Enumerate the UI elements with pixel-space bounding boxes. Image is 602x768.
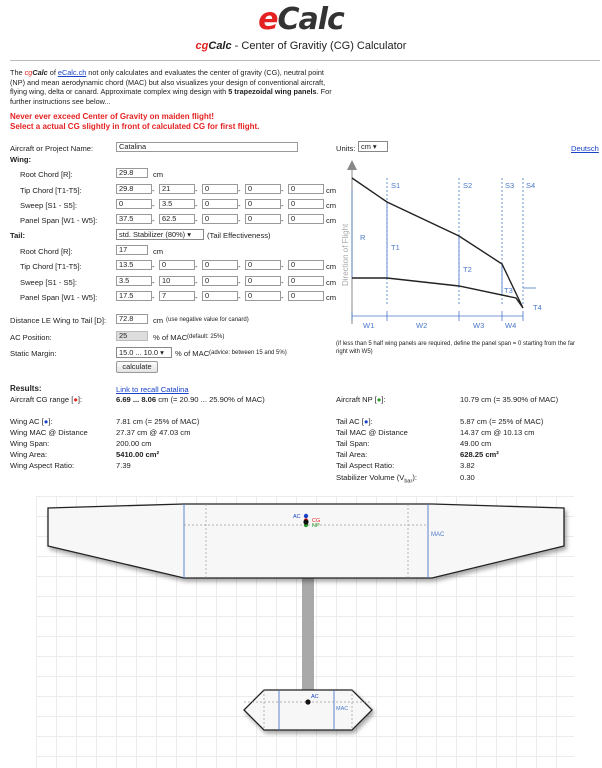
wing-tip-chord-input-2[interactable]: 21 xyxy=(159,184,195,194)
wing-sweep-label: Sweep [S1 - S5]: xyxy=(20,201,77,210)
wing-root-chord-label: Root Chord [R]: xyxy=(20,170,73,179)
ecalc-logo: eCalc xyxy=(258,2,344,37)
units-label: Units: xyxy=(336,144,356,153)
tail-mac-label: Tail MAC @ Distance xyxy=(336,428,408,437)
tail-sweep-input-5[interactable]: 0 xyxy=(288,276,324,286)
wing-tip-chord-unit: cm xyxy=(326,186,337,195)
tail-tip-chord-input-1[interactable]: 13.5 xyxy=(116,260,152,270)
tail-sweep-label: Sweep [S1 - S5]: xyxy=(20,278,77,287)
flight-direction-text: Direction of Flight xyxy=(341,223,350,286)
wing-panel-span-input-4[interactable]: 0 xyxy=(245,214,281,224)
wing-panel-span-input-1[interactable]: 37.5 xyxy=(116,214,152,224)
svg-text:S1: S1 xyxy=(391,181,401,190)
deutsch-link[interactable]: Deutsch xyxy=(571,144,599,153)
tail-root-chord-label: Root Chord [R]: xyxy=(20,247,73,256)
tail-panel-span-input-3[interactable]: 0 xyxy=(202,291,238,301)
calculate-button[interactable]: calculate xyxy=(116,361,158,373)
wing-tip-chord-input-4[interactable]: 0 xyxy=(245,184,281,194)
tail-tip-chord-separator: - xyxy=(238,262,241,271)
np-value: 10.79 cm (= 35.90% of MAC) xyxy=(460,395,559,404)
wing-ac-label: Wing AC [●]: xyxy=(10,417,53,426)
tail-ac-text: AC xyxy=(311,694,319,700)
wing-tip-chord-input-5[interactable]: 0 xyxy=(288,184,324,194)
distance-unit: cm xyxy=(153,316,164,325)
tail-aspect-label: Tail Aspect Ratio: xyxy=(336,461,395,470)
ac-position-label: AC Position: xyxy=(10,333,52,342)
svg-text:S3: S3 xyxy=(505,181,515,190)
wing-outline xyxy=(352,178,523,308)
wing-geometry-diagram xyxy=(336,156,546,336)
tail-panel-span-label: Panel Span [W1 - W5]: xyxy=(20,293,98,302)
svg-text:S4: S4 xyxy=(526,181,536,190)
tail-aspect-value: 3.82 xyxy=(460,461,475,470)
tail-span-label: Tail Span: xyxy=(336,439,370,448)
wing-sweep-separator: - xyxy=(238,201,241,210)
static-margin-select[interactable]: 15.0 ... 10.0 ▾ xyxy=(116,347,172,358)
tail-tip-chord-separator: - xyxy=(281,262,284,271)
tail-mac-text: MAC xyxy=(336,706,349,712)
maiden-flight-warning: Never ever exceed Center of Gravity on maiden flight! Select a actual CG slightly in front of calculated CG for first flight. xyxy=(10,112,260,131)
header-divider xyxy=(10,60,600,61)
tail-type-select[interactable]: std. Stabilizer (80%) ▾ xyxy=(116,229,204,240)
tail-sweep-input-2[interactable]: 10 xyxy=(159,276,195,286)
stab-volume-label: Stabilizer Volume $(V_{bar})$: xyxy=(336,473,417,485)
panel-span-note: (if less than 5 half wing panels are required, define the panel span = 0 starting from the far right with W5) xyxy=(336,341,575,355)
recall-link[interactable]: Link to recall Catalina xyxy=(116,385,189,394)
distance-note: (use negative value for canard) xyxy=(166,317,249,323)
wing-area-value: 5410.00 cm² xyxy=(116,450,160,459)
cg-balance-dot xyxy=(303,519,308,524)
wing-tip-chord-input-3[interactable]: 0 xyxy=(202,184,238,194)
wing-ac-value: 7.81 cm (= 25% of MAC) xyxy=(116,417,200,426)
tail-effectiveness-note: (Tail Effectiveness) xyxy=(207,231,271,240)
wing-area-label: Wing Area: xyxy=(10,450,48,459)
project-name-input[interactable]: Catalina xyxy=(116,142,298,152)
tail-root-chord-input[interactable]: 17 xyxy=(116,245,148,255)
tail-panel-span-separator: - xyxy=(281,293,284,302)
cg-range-label: Aircraft CG range [●]: xyxy=(10,395,83,404)
svg-text:T4: T4 xyxy=(533,303,542,312)
wing-tip-chord-input-1[interactable]: 29.8 xyxy=(116,184,152,194)
wing-root-unit: cm xyxy=(153,170,164,179)
ac-position-input[interactable]: 25 xyxy=(116,331,148,341)
cg-range-value: 6.69 ... 8.06 cm (= 20.90 ... 25.90% of MAC) xyxy=(116,395,265,404)
tail-ac-value: 5.87 cm (= 25% of MAC) xyxy=(460,417,544,426)
tail-tip-chord-input-2[interactable]: 0 xyxy=(159,260,195,270)
tail-sweep-input-4[interactable]: 0 xyxy=(245,276,281,286)
wing-sweep-input-5[interactable]: 0 xyxy=(288,199,324,209)
tail-area-value: 628.25 cm² xyxy=(460,450,499,459)
tail-sweep-separator: - xyxy=(195,278,198,287)
wing-cg-text: CG xyxy=(312,518,321,524)
tail-tip-chord-input-5[interactable]: 0 xyxy=(288,260,324,270)
wing-sweep-input-3[interactable]: 0 xyxy=(202,199,238,209)
tail-ac-dot xyxy=(305,699,310,704)
wing-panel-span-input-2[interactable]: 62.5 xyxy=(159,214,195,224)
wing-sweep-input-1[interactable]: 0 xyxy=(116,199,152,209)
tail-sweep-separator: - xyxy=(152,278,155,287)
wing-panel-span-separator: - xyxy=(195,216,198,225)
wing-tip-chord-separator: - xyxy=(195,186,198,195)
tail-panel-span-input-5[interactable]: 0 xyxy=(288,291,324,301)
svg-text:T2: T2 xyxy=(463,265,472,274)
intro-text: The cgCalc of eCalc.ch not only calculates and evaluates the center of gravity (CG), neutral point (NP) and mean aerodynamic chord (MAC) but also visualizes your design of conventional aircraft, flying wing, delta or canard. Approximate complex wing design with 5 trapezoidal wing panels. For further instructions see below... xyxy=(10,68,332,106)
wing-ac-marker-icon: ● xyxy=(43,417,49,426)
tail-tip-chord-label: Tip Chord [T1-T5]: xyxy=(20,262,82,271)
stab-volume-value: 0.30 xyxy=(460,473,475,482)
svg-text:T3: T3 xyxy=(504,286,513,295)
svg-text:T1: T1 xyxy=(391,243,400,252)
svg-text:W3: W3 xyxy=(473,321,485,330)
tail-sweep-unit: cm xyxy=(326,278,337,287)
wing-root-chord-input[interactable]: 29.8 xyxy=(116,168,148,178)
wing-sweep-separator: - xyxy=(195,201,198,210)
tail-tip-chord-separator: - xyxy=(195,262,198,271)
tail-area-label: Tail Area: xyxy=(336,450,368,459)
wing-tip-chord-label: Tip Chord [T1-T5]: xyxy=(20,186,82,195)
tail-section-label: Tail: xyxy=(10,231,26,240)
tail-tip-chord-separator: - xyxy=(152,262,155,271)
tail-panel-span-input-2[interactable]: 7 xyxy=(159,291,195,301)
tail-sweep-input-3[interactable]: 0 xyxy=(202,276,238,286)
cg-marker-icon: ● xyxy=(73,395,78,404)
wing-panel-span-separator: - xyxy=(238,216,241,225)
results-header: Results: xyxy=(10,384,42,393)
np-marker-icon: ● xyxy=(376,395,382,404)
tail-panel-span-separator: - xyxy=(152,293,155,302)
wing-sweep-unit: cm xyxy=(326,201,337,210)
wing-aspect-label: Wing Aspect Ratio: xyxy=(10,461,75,470)
wing-panel-span-input-3[interactable]: 0 xyxy=(202,214,238,224)
tail-panel-span-input-1[interactable]: 17.5 xyxy=(116,291,152,301)
units-select[interactable]: cm ▾ xyxy=(358,141,388,152)
wing-np-text: NP xyxy=(312,523,320,529)
wing-panel-span-separator: - xyxy=(152,216,155,225)
flight-direction-arrow-icon xyxy=(347,160,357,170)
distance-input[interactable]: 72.8 xyxy=(116,314,148,324)
tail-tip-chord-input-4[interactable]: 0 xyxy=(245,260,281,270)
np-label: Aircraft NP [●]: xyxy=(336,395,386,404)
wing-span-label: Wing Span: xyxy=(10,439,50,448)
wing-sweep-separator: - xyxy=(281,201,284,210)
tail-ac-marker-icon: ● xyxy=(363,417,369,426)
distance-label: Distance LE Wing to Tail [D]: xyxy=(10,316,107,325)
chevron-down-icon: ▾ xyxy=(187,230,191,239)
chevron-down-icon: ▾ xyxy=(372,142,377,151)
page-title: cgCalc - Center of Gravitiy (CG) Calculator xyxy=(195,40,407,52)
wing-mac-label: MAC xyxy=(431,532,445,538)
ac-position-unit: % of MAC xyxy=(153,333,188,342)
tail-panel-span-separator: - xyxy=(238,293,241,302)
tail-panel-span-unit: cm xyxy=(326,293,337,302)
wing-panel-span-input-5[interactable]: 0 xyxy=(288,214,324,224)
wing-panel-span-unit: cm xyxy=(326,216,337,225)
wing-mac-label: Wing MAC @ Distance xyxy=(10,428,88,437)
wing-section-label: Wing: xyxy=(10,155,32,164)
planform-view xyxy=(36,496,574,768)
tail-tip-chord-input-3[interactable]: 0 xyxy=(202,260,238,270)
tail-span-value: 49.00 cm xyxy=(460,439,492,448)
wing-panel-span-separator: - xyxy=(281,216,284,225)
svg-text:S2: S2 xyxy=(463,181,473,190)
fuselage xyxy=(302,566,314,690)
wing-tip-chord-separator: - xyxy=(238,186,241,195)
chevron-down-icon: ▾ xyxy=(160,348,164,357)
tail-root-unit: cm xyxy=(153,247,164,256)
tail-mac-value: 14.37 cm @ 10.13 cm xyxy=(460,428,535,437)
wing-sweep-separator: - xyxy=(152,201,155,210)
tail-sweep-input-1[interactable]: 3.5 xyxy=(116,276,152,286)
project-name-label: Aircraft or Project Name: xyxy=(10,144,94,153)
svg-text:W2: W2 xyxy=(416,321,428,330)
static-margin-note: (advice: between 15 and 5%) xyxy=(209,350,287,356)
wing-ac-dot xyxy=(304,514,308,518)
wing-span-value: 200.00 cm xyxy=(116,439,152,448)
ac-position-note: (default: 25%) xyxy=(187,334,225,340)
wing-panel-span-label: Panel Span [W1 - W5]: xyxy=(20,216,98,225)
static-margin-label: Static Margin: xyxy=(10,349,57,358)
tail-ac-label: Tail AC [●]: xyxy=(336,417,373,426)
wing-sweep-input-4[interactable]: 0 xyxy=(245,199,281,209)
wing-aspect-value: 7.39 xyxy=(116,461,131,470)
tail-tip-chord-unit: cm xyxy=(326,262,337,271)
tail-planform xyxy=(244,690,372,730)
svg-text:W4: W4 xyxy=(505,321,517,330)
wing-ac-text: AC xyxy=(293,514,301,520)
tail-panel-span-separator: - xyxy=(195,293,198,302)
wing-tip-chord-separator: - xyxy=(152,186,155,195)
wing-mac-value: 27.37 cm @ 47.03 cm xyxy=(116,428,191,437)
wing-tip-chord-separator: - xyxy=(281,186,284,195)
tail-sweep-separator: - xyxy=(238,278,241,287)
wing-sweep-input-2[interactable]: 3.5 xyxy=(159,199,195,209)
svg-text:W1: W1 xyxy=(363,321,375,330)
svg-text:R: R xyxy=(360,233,366,242)
ecalc-link[interactable]: eCalc.ch xyxy=(57,68,87,77)
static-margin-unit: % of MAC xyxy=(175,349,210,358)
tail-sweep-separator: - xyxy=(281,278,284,287)
tail-panel-span-input-4[interactable]: 0 xyxy=(245,291,281,301)
